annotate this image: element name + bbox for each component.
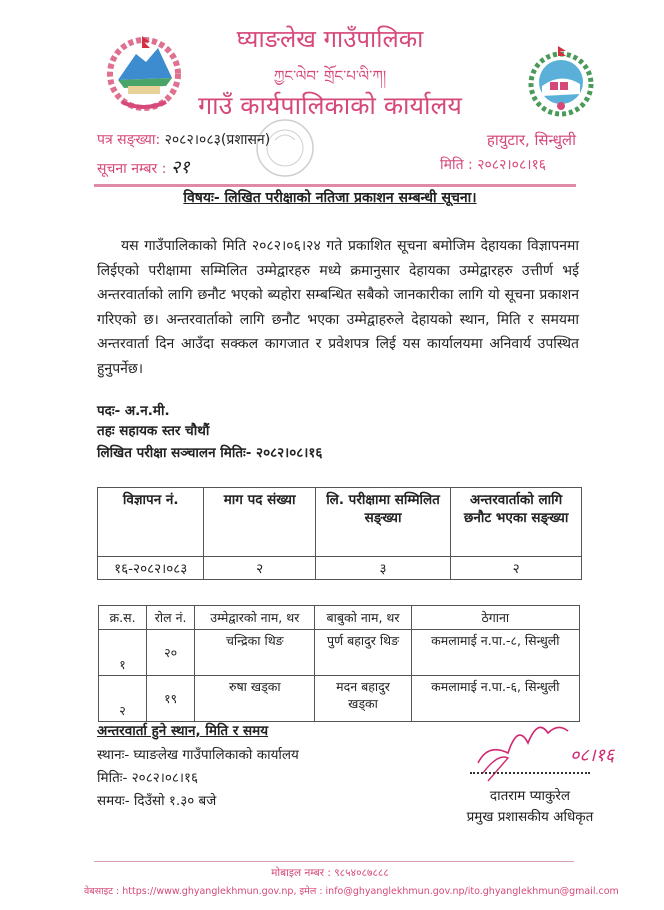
signatory-name: दातराम प्याकुरेल [489,788,571,804]
notice-number-value: २१ [170,157,190,178]
notice-body: यस गाउँपालिकाको मिति २०८२।०६।२४ गते प्रकाशित सूचना बमोजिम देहायका विज्ञापनमा लिईएको परीक्षामा सम्मिलित उम्मेद्वारहरु मध्ये क्रमानुसार देहायका उम्मेद्वारहरु उत्तीर्ण भई अन्तरवार्ताको लागि छनौट भएको ब्यहोरा सम्बन्धित सबैको जानकारीका लागि यो सूचना प्रकाशन गरिएको छ। अन्तरवार्ताको लागि छनौट भएका उम्मेद्वाहरुले देहायको स्थान, मिति र समयमा अन्तरवार्ता दिन आउँदा सक्कल कागजात र प्रवेशपत्र लिई यस कार्यालयमा अनिवार्य उपस्थित हुनुपर्नेछ। [97,238,579,377]
notice-number-label: सूचना नम्बर : [97,161,167,177]
table-header-cell: क्र.स. [99,606,147,630]
issue-date-label: मिति : [440,157,473,173]
summary-table [97,487,582,580]
office-name-tibetan: ཀྱང་ལེབ་ གྲོང་པ་ལི་ཀ། [273,67,387,85]
signatory-position: प्रमुख प्रशासकीय अधिकृत [466,809,594,825]
municipality-seal-icon [522,44,600,122]
exam-date: लिखित परीक्षा सञ्चालन मितिः- २०८२।०८।१६ [97,445,323,461]
letter-number-label: पत्र सङ्ख्या: [97,132,161,148]
interview-place: स्थानः- घ्याङलेख गाउँपालिकाको कार्यालय [97,747,299,763]
email-alt[interactable]: /ito.ghyanglekhmun@gmail.com [464,886,619,897]
table-cell: पुर्ण बहादुर थिङ [315,630,411,676]
office-name: घ्याङलेख गाउँपालिका [236,25,424,53]
email-link[interactable]: info@ghyanglekhmun.gov.np [325,886,465,897]
table-header-row [99,606,580,630]
header-divider [94,184,576,187]
interview-time: समयः- दिउँसो १.३० बजे [97,793,217,809]
table-cell: १९ [147,676,195,722]
table-cell: रुषा खड्का [195,676,315,722]
table-header-cell: अन्तरवार्ताको लागि छनौट भएका सङ्ख्या [451,488,582,557]
table-cell: मदन बहादुर खड्का [315,676,411,722]
table-header-cell: माग पद संख्या [204,488,315,557]
signature-date: ०८।१६ [570,745,615,766]
table-row [99,630,580,676]
table-header-cell: लि. परीक्षामा सम्मिलित सङ्ख्या [315,488,451,557]
footer-mobile: मोबाइल नम्बर : ९८५४०८७८८८ [271,867,389,879]
letter-number-value: २०८२।०८३(प्रशासन) [164,132,271,148]
office-title: गाउँ कार्यपालिकाको कार्यालय [198,91,462,120]
table-cell: १६-२०८२।०८३ [98,557,204,580]
table-cell: चन्द्रिका थिङ [195,630,315,676]
footer-contact [84,884,664,897]
table-cell: ३ [315,557,451,580]
interview-date: मितिः- २०८२।०८।१६ [97,770,199,786]
table-row [98,557,582,580]
footer-divider [94,861,574,862]
table-cell: २० [147,630,195,676]
email-label: , इमेल : [293,886,326,897]
post-name: पदः- अ.न.मी. [97,403,170,419]
table-header-cell: बाबुको नाम, थर [315,606,411,630]
table-header-row [98,488,582,557]
table-cell: १ [99,630,147,676]
table-header-cell: उम्मेद्वारको नाम, थर [195,606,315,630]
issue-date-value: २०८२।०८।१६ [477,157,547,173]
post-level: तहः सहायक स्तर चौथौं [97,423,210,439]
letter-number [97,130,270,149]
table-header-cell: ठेगाना [411,606,579,630]
table-cell: कमलामाई न.पा.-८, सिन्धुली [411,630,579,676]
signature-line [470,772,590,774]
notice-number [97,155,190,179]
table-cell: २ [99,676,147,722]
issue-date [440,155,580,174]
table-header-cell: रोल नं. [147,606,195,630]
table-cell: २ [204,557,315,580]
candidates-table [98,605,580,722]
website-label: वेबसाइट : https:// [84,886,157,897]
table-header-cell: विज्ञापन नं. [98,488,204,557]
table-cell: २ [451,557,582,580]
location: हायुटार, सिन्धुली [486,131,576,149]
table-cell: कमलामाई न.पा.-६, सिन्धुली [411,676,579,722]
subject-line: विषयः- लिखित परीक्षाको नतिजा प्रकाशन सम्बन्धी सूचना। [183,190,477,206]
interview-heading: अन्तरवार्ता हुने स्थान, मिति र समय [97,723,269,739]
website-link[interactable]: www.ghyanglekhmun.gov.np [156,886,294,897]
